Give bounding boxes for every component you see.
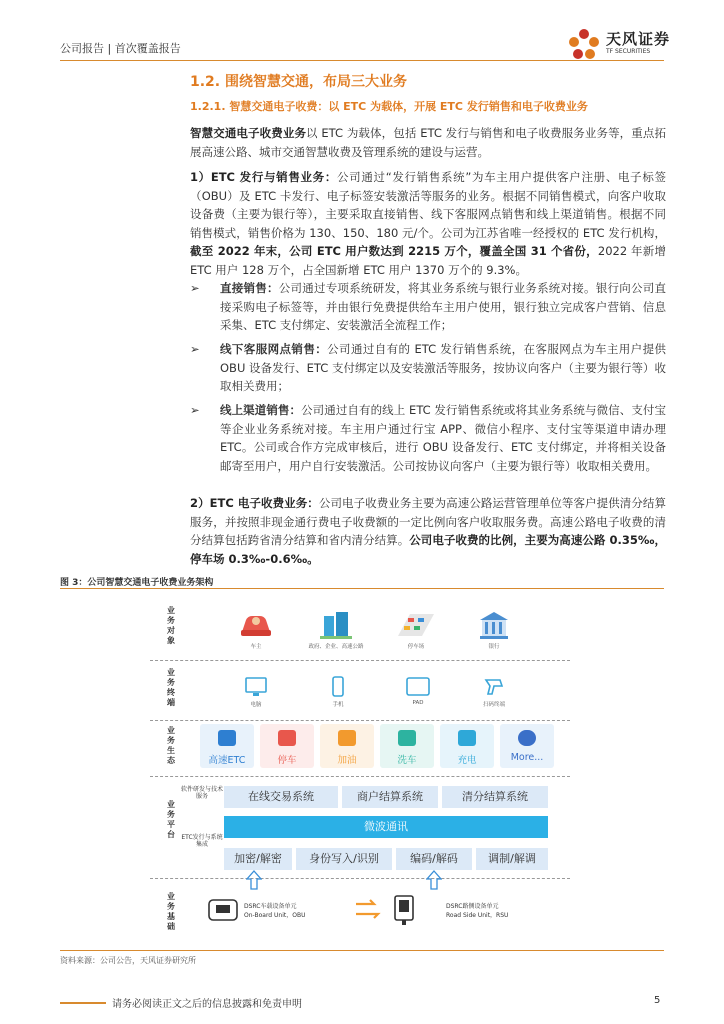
- figure-source: 资料来源：公司公告，天风证券研究所: [60, 956, 196, 965]
- eco-label: 高速ETC: [208, 755, 246, 766]
- object-gov-enterprise: [300, 610, 372, 650]
- phone-icon: [326, 676, 350, 698]
- eco-label: 洗车: [397, 755, 417, 766]
- platform-label-etc: ETC发行与系统集成: [181, 834, 223, 848]
- etc-users-tail: 2022 年新增 ETC 用户 128 万个，占全国新增 ETC 用户 1370 万个的 9.3%。: [190, 244, 667, 277]
- header-divider: [60, 60, 664, 61]
- object-label: 停车场: [407, 644, 425, 650]
- fuel-icon: [338, 730, 356, 746]
- object-label: 银行: [488, 644, 500, 650]
- bullet-arrow-icon: ➢: [190, 342, 200, 356]
- platform-encrypt: 加密/解密: [224, 848, 292, 870]
- rsu-label-cn: DSRC路侧设备单元: [446, 903, 499, 910]
- bullet-direct-sales: [190, 279, 666, 335]
- etc-fee-rate-highlight: 公司电子收费的比例，主要为高速公路 0.35‰，停车场 0.3‰-0.6‰。: [190, 533, 667, 566]
- terminal-label: PAD: [412, 700, 424, 706]
- platform-label-software: 软件研发与技术服务: [180, 786, 223, 800]
- bullet-direct-title: 直接销售：: [220, 281, 279, 295]
- bullet-online-sales: [190, 401, 666, 491]
- bullet-arrow-icon: ➢: [190, 403, 200, 417]
- bullet-direct-text: 公司通过专项系统研发，将其业务系统与银行业务系统对接。银行向公司直接采购电子标签等，并由银行免费提供给车主用户使用，银行独立完成客户营销、信息采集、ETC 支付绑定、安装激活全流程工作；: [220, 281, 666, 332]
- more-icon: [518, 730, 536, 746]
- footer-disclaimer: 请务必阅读正文之后的信息披露和免责申明: [112, 999, 302, 1010]
- bullet-offline-title: 线下客服网点销售：: [220, 342, 328, 356]
- up-arrow-icon: [426, 870, 442, 890]
- road-icon: [218, 730, 236, 746]
- page-number: 5: [654, 995, 661, 1006]
- object-parking-lot: [388, 610, 444, 650]
- car-wash-icon: [398, 730, 416, 746]
- object-car-owner: [228, 610, 284, 650]
- platform-microwave-comm: 微波通讯: [224, 816, 548, 838]
- object-label: 车主: [250, 644, 262, 650]
- eco-more: [500, 724, 554, 768]
- terminal-label: 电脑: [250, 702, 262, 708]
- figure-divider: [60, 588, 664, 589]
- source-divider: [60, 950, 664, 951]
- platform-encode: 编码/解码: [396, 848, 472, 870]
- parking-lot-icon: [396, 610, 436, 640]
- terminal-pad: [390, 676, 446, 706]
- platform-identity: 身份写入/识别: [296, 848, 392, 870]
- subsection-heading: 1.2.1. 智慧交通电子收费：以 ETC 为载体，开展 ETC 发行销售和电子收费业务: [190, 100, 588, 113]
- etc-fee-text: 公司电子收费业务主要为高速公路运营管理单位等客户提供清分结算服务，并按照非现金通行费电子收费额的一定比例向客户收取服务费。高速公路电子收费的清分结算包括跨省清分结算和省内清分结算。: [190, 496, 666, 547]
- platform-merchant-settlement: 商户结算系统: [342, 786, 438, 808]
- etc-issuance-text: 公司通过“发行销售系统”为车主用户提供客户注册、电子标签（OBU）及 ETC 卡发行、电子标签安装激活等服务的业务。根据不同销售模式，向客户收取设备费（主要为银行等），主要采取直接销售、线下客服网点销售和线上渠道销售。根据不同销售模式，销售价格为 130、150、180 元/个。公司为江苏省唯一经授权的 ETC 发行机构，: [190, 170, 666, 240]
- bank-icon: [476, 610, 512, 640]
- buildings-icon: [318, 610, 354, 640]
- bullet-offline-text: 公司通过自有的 ETC 发行销售系统，在客服网点为车主用户提供 OBU 设备发行、ETC 支付绑定以及安装激活等服务，按协议向客户（主要为银行等）收取相关费用；: [220, 342, 666, 393]
- up-arrow-icon: [246, 870, 262, 890]
- car-owner-icon: [238, 610, 274, 640]
- bullet-online-text: 公司通过自有的线上 ETC 发行销售系统或将其业务系统与微信、支付宝等企业业务系统对接。车主用户通过行宝 APP、微信小程序、支付宝等渠道申请办理 ETC。公司或合作方完成审核后，进行 OBU 设备发行、ETC 支付绑定，并将相关设备邮寄至用户，用户自行安装激活。公司按协议向客户（主要为银行等）收取相关费用。: [220, 403, 666, 473]
- obu-label: [244, 902, 354, 920]
- eco-highway-etc: [200, 724, 254, 768]
- row-label-objects: 业务对象: [167, 606, 175, 645]
- intro-text: 以 ETC 为载体，包括 ETC 发行与销售和电子收费服务业务等，重点拓展高速公路、城市交通智慧收费及管理系统的建设与运营。: [190, 126, 666, 159]
- figure-title: 图 3：公司智慧交通电子收费业务架构: [60, 578, 214, 588]
- rsu-label: [446, 902, 566, 920]
- charging-icon: [458, 730, 476, 746]
- parking-icon: [278, 730, 296, 746]
- etc-issuance-paragraph: [190, 168, 666, 279]
- object-label: 政府、企业、高速公路: [308, 644, 364, 650]
- section-heading: 1.2. 围绕智慧交通，布局三大业务: [190, 74, 407, 90]
- row-label-platform: 业务平台: [167, 800, 175, 839]
- etc-fee-heading: 2）ETC 电子收费业务：: [190, 496, 319, 510]
- rsu-device-icon: [390, 894, 418, 926]
- obu-device-icon: [206, 896, 240, 924]
- eco-parking: [260, 724, 314, 768]
- bullet-offline-sales: [190, 340, 666, 396]
- eco-label: 充电: [457, 755, 477, 766]
- report-type: 公司报告 | 首次覆盖报告: [60, 42, 181, 55]
- intro-paragraph: [190, 124, 666, 161]
- scanner-icon: [482, 676, 506, 698]
- terminal-label: 手机: [332, 702, 344, 708]
- logo-text-en: TF SECURITIES: [606, 48, 651, 55]
- logo-icon: [566, 26, 602, 62]
- eco-label: 加油: [337, 755, 357, 766]
- terminal-computer: [228, 676, 284, 708]
- company-logo: [566, 24, 676, 64]
- bullet-arrow-icon: ➢: [190, 281, 200, 295]
- rsu-label-en: Road Side Unit，RSU: [446, 912, 509, 919]
- exchange-arrows-icon: [352, 896, 382, 922]
- architecture-figure: [150, 598, 570, 942]
- platform-online-trading: 在线交易系统: [224, 786, 338, 808]
- obu-label-cn: DSRC车载设备单元: [244, 903, 297, 910]
- eco-label: More...: [510, 752, 544, 763]
- eco-charging: [440, 724, 494, 768]
- logo-text-cn: 天风证券: [606, 30, 671, 48]
- row-separator: [150, 776, 570, 777]
- object-bank: [466, 610, 522, 650]
- eco-car-wash: [380, 724, 434, 768]
- row-separator: [150, 720, 570, 721]
- row-label-base: 业务基础: [167, 892, 175, 931]
- row-separator: [150, 878, 570, 879]
- obu-label-en: On-Board Unit，OBU: [244, 912, 306, 919]
- terminal-phone: [310, 676, 366, 708]
- intro-bold: 智慧交通电子收费业务: [190, 126, 307, 140]
- etc-users-highlight: 截至 2022 年末，公司 ETC 用户数达到 2215 万个，覆盖全国 31 个省份，: [190, 244, 598, 258]
- platform-modulate: 调制/解调: [476, 848, 548, 870]
- row-label-terminals: 业务终端: [167, 668, 175, 707]
- eco-fuel: [320, 724, 374, 768]
- tablet-icon: [404, 676, 432, 698]
- terminal-label: 扫码终端: [482, 702, 505, 708]
- eco-label: 停车: [277, 755, 297, 766]
- row-separator: [150, 660, 570, 661]
- bullet-online-title: 线上渠道销售：: [220, 403, 302, 417]
- etc-issuance-heading: 1）ETC 发行与销售业务：: [190, 170, 338, 184]
- footer-decoration-icon: [60, 992, 106, 1008]
- terminal-scanner: [466, 676, 522, 708]
- platform-clearing-settlement: 清分结算系统: [442, 786, 548, 808]
- row-label-eco: 业务生态: [167, 726, 175, 765]
- etc-fee-paragraph: [190, 494, 666, 568]
- computer-icon: [244, 676, 268, 698]
